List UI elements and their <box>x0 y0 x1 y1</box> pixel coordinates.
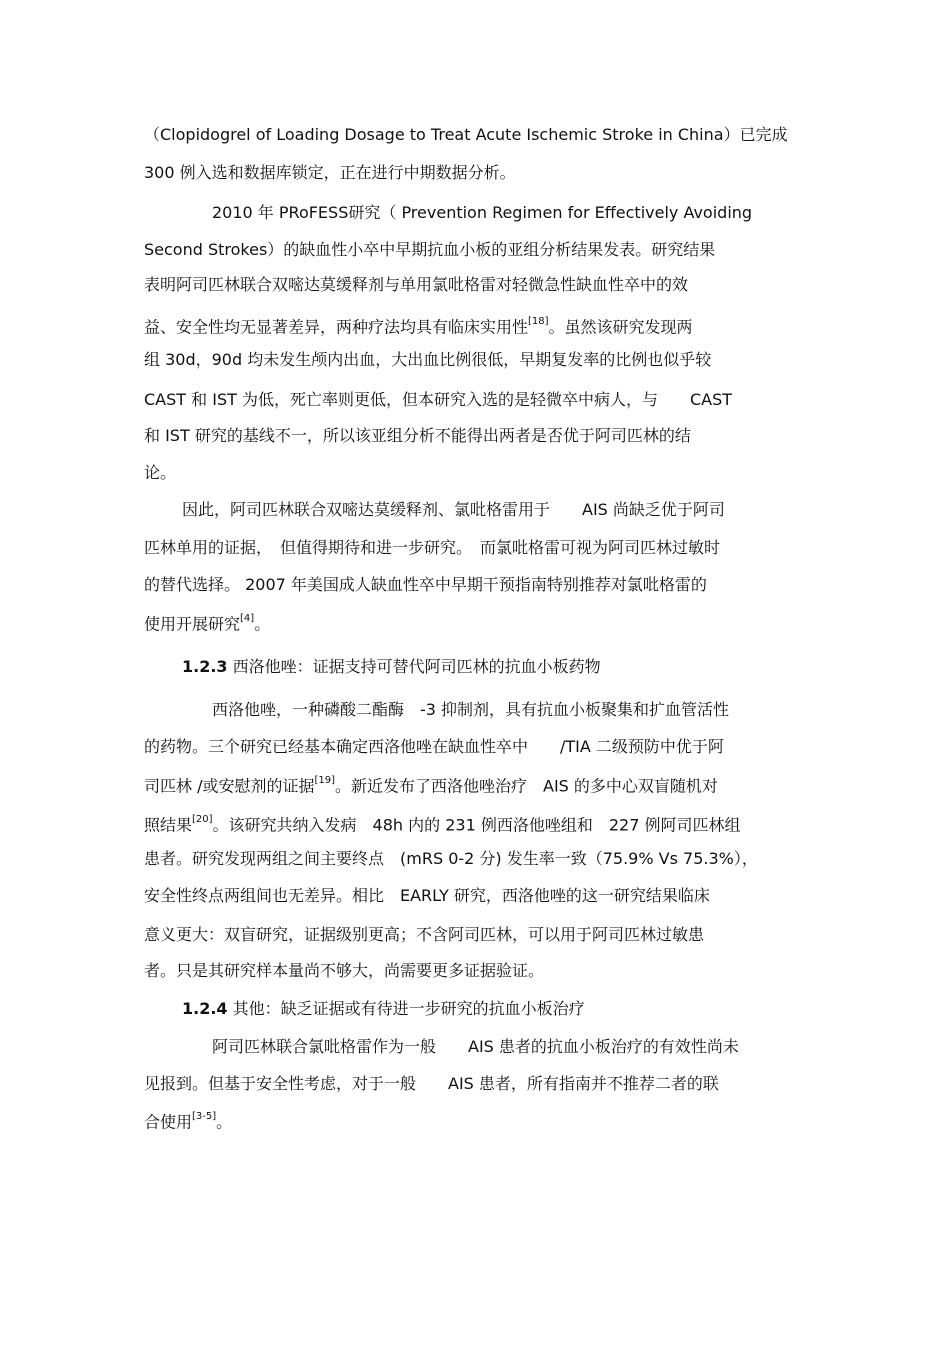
text-line: 和 IST 研究的基线不一，所以该亚组分析不能得出两者是否优于阿司匹林的结 <box>144 426 691 445</box>
text-line: 司匹林 /或安慰剂的证据[19]。新近发布了西洛他唑治疗 AIS 的多中心双盲随机对 <box>144 775 718 796</box>
text-line: 的替代选择。 2007 年美国成人缺血性卒中早期干预指南特别推荐对氯吡格雷的 <box>144 575 707 594</box>
text-line: 匹林单用的证据， 但值得期待和进一步研究。 而氯吡格雷可视为阿司匹林过敏时 <box>144 538 721 557</box>
text-line: 组 30d，90d 均未发生颅内出血，大出血比例很低，早期复发率的比例也似乎较 <box>144 350 712 369</box>
section-heading: 1.2.3 西洛他唑：证据支持可替代阿司匹林的抗血小板药物 <box>182 657 601 676</box>
text-line: 合使用[3-5]。 <box>144 1111 233 1132</box>
text-line: 照结果[20]。该研究共纳入发病 48h 内的 231 例西洛他唑组和 227 例阿司匹林组 <box>144 814 741 835</box>
text-line: 见报到。但基于安全性考虑，对于一般 AIS 患者，所有指南并不推荐二者的联 <box>144 1074 719 1093</box>
text-line: 者。只是其研究样本量尚不够大，尚需要更多证据验证。 <box>144 961 545 980</box>
text-line: CAST 和 IST 为低，死亡率则更低，但本研究入选的是轻微卒中病人，与 CAST <box>144 390 733 409</box>
paragraph-first-line: 西洛他唑，一种磷酸二酯酶 -3 抑制剂，具有抗血小板聚集和扩血管活性 <box>212 700 730 719</box>
section-number: 1.2.3 <box>182 657 228 676</box>
text-line: 论。 <box>144 463 177 482</box>
section-number: 1.2.4 <box>182 999 228 1018</box>
citation-ref: [3-5] <box>192 1111 217 1122</box>
text-line: 使用开展研究[4]。 <box>144 613 271 634</box>
text-line: （Clopidogrel of Loading Dosage to Treat Acute Ischemic Stroke in China）已完成 <box>144 125 788 144</box>
text-line: 的药物。三个研究已经基本确定西洛他唑在缺血性卒中 /TIA 二级预防中优于阿 <box>144 737 724 756</box>
text-line: Second Strokes）的缺血性小卒中早期抗血小板的亚组分析结果发表。研究结果 <box>144 240 716 259</box>
text-line: 表明阿司匹林联合双嘧达莫缓释剂与单用氯吡格雷对轻微急性缺血性卒中的效 <box>144 275 689 294</box>
citation-ref: [4] <box>240 613 255 624</box>
section-heading: 1.2.4 其他：缺乏证据或有待进一步研究的抗血小板治疗 <box>182 999 585 1018</box>
text-line: 安全性终点两组间也无差异。相比 EARLY 研究，西洛他唑的这一研究结果临床 <box>144 886 710 905</box>
citation-ref: [20] <box>192 814 213 825</box>
citation-ref: [18] <box>528 316 549 327</box>
paragraph-first-line: 2010 年 PRoFESS研究（ Prevention Regimen for Effectively Avoiding <box>212 203 753 222</box>
citation-ref: [19] <box>314 775 336 786</box>
text-line: 患者。研究发现两组之间主要终点 (mRS 0-2 分) 发生率一致（75.9% Vs 75.3%）， <box>144 849 758 868</box>
paragraph-first-line: 因此，阿司匹林联合双嘧达莫缓释剂、氯吡格雷用于 AIS 尚缺乏优于阿司 <box>182 500 725 519</box>
text-line: 意义更大：双盲研究，证据级别更高；不含阿司匹林，可以用于阿司匹林过敏患 <box>144 925 705 944</box>
text-line: 300 例入选和数据库锁定，正在进行中期数据分析。 <box>144 163 516 182</box>
paragraph-first-line: 阿司匹林联合氯吡格雷作为一般 AIS 患者的抗血小板治疗的有效性尚未 <box>212 1037 739 1056</box>
text-line: 益、安全性均无显著差异，两种疗法均具有临床实用性[18]。虽然该研究发现两 <box>144 316 693 337</box>
